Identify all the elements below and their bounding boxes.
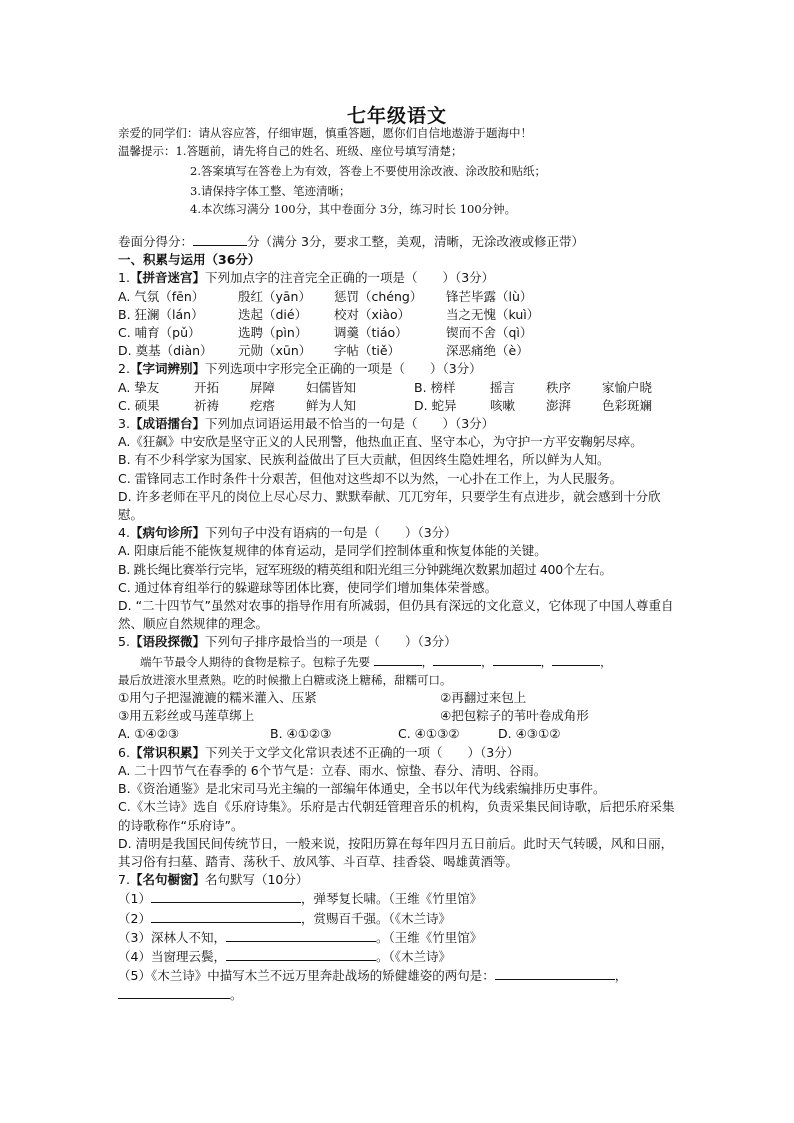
q3-stem: 3.【成语擂台】下列加点词语运用最不恰当的一句是（ ）（3分）	[118, 416, 495, 432]
q7-stem: 7.【名句橱窗】名句默写（10分）	[118, 872, 309, 888]
page-title: 七年级语文	[346, 105, 447, 127]
q7-blank-6[interactable]	[118, 985, 230, 999]
q2-row-2	[118, 397, 684, 415]
q5-stem: 5.【语段探微】下列句子排序最恰当的一项是（ ）（3分）	[118, 634, 457, 650]
q1-stem: 1.【拼音迷宫】下列加点字的注音完全正确的一项是（ ）（3分）	[118, 270, 495, 286]
q7-line-2: （2） ，赏赐百千强。（《木兰诗》	[118, 910, 451, 926]
q1-option-d[interactable]: D. 奠基（diàn） 元勋（xūn） 字帖（tiě） 深恶痛绝（è）	[118, 343, 529, 359]
q6-option-a[interactable]: A. 二十四节气在春季的 6个节气是：立春、雨水、惊蛰、春分、清明、谷雨。	[118, 762, 547, 778]
q6-option-d[interactable]: D. 清明是我国民间传统节日，一般来说，按阳历算在每年四月五日前后。此时天气转暖，风和日丽，其习俗有扫墓、踏青、荡秋千、放风筝、斗百草、挂香袋、喝雄黄酒等。	[118, 835, 674, 869]
q5-options	[118, 725, 684, 743]
q7-blank-3[interactable]	[226, 928, 376, 942]
tips-label: 温馨提示：	[118, 144, 176, 158]
q2-option-a[interactable]: A. 挚友 开拓 屏障 妇儒皆知	[118, 379, 357, 395]
q5-sentences-1: ①用勺子把湿漉漉的糯米灌入、压紧 ②再翻过来包上	[118, 690, 527, 706]
q4-stem: 4.【病句诊所】下列句子中没有语病的一句是（ ）（3分）	[118, 525, 457, 541]
q2-stem: 2.【字词辨别】下列选项中字形完全正确的一项是（ ）（3分）	[118, 361, 482, 377]
q4-option-b[interactable]: B. 跳长绳比赛举行完毕，冠军班级的精英组和阳光组三分钟跳绳次数累加超过 400个左右。	[118, 561, 612, 577]
score-blank[interactable]	[193, 232, 247, 246]
q1-option-b[interactable]: B. 狂澜（lán） 迭起（dié） 校对（xiào） 当之无愧（kuì）	[118, 306, 540, 322]
q5-excerpt-2: 最后放进滚水里煮熟。吃的时候撒上白糖或浇上糖稀，甜糯可口。	[118, 672, 452, 687]
q7-blank-5[interactable]	[495, 966, 615, 980]
q2-option-c[interactable]: C. 硕果 祈祷 疙瘩 鲜为人知	[118, 397, 357, 413]
q5-sentences-2: ③用五彩丝或马莲草绑上 ④把包粽子的苇叶卷成角形	[118, 708, 589, 724]
q3-option-d[interactable]: D. 许多老师在平凡的岗位上尽心尽力、默默奉献、兀兀穷年，只要学生有点进步，就会感到十分欣慰。	[118, 488, 661, 523]
question-content	[118, 232, 684, 1005]
q3-option-a[interactable]: A.《狂飙》中安欣是坚守正义的人民刑警，他热血正直、坚守本心，为守护一方平安鞠躬尽瘁。	[118, 434, 643, 450]
q2-row-1	[118, 379, 684, 397]
tip-3: 3.请保持字体工整、笔迹清晰；	[190, 184, 351, 198]
q1-option-c[interactable]: C. 哺育（pǔ） 选聘（pìn） 调羹（tiáo） 锲而不舍（qì）	[118, 325, 533, 341]
q3-option-b[interactable]: B. 有不少科学家为国家、民族利益做出了巨大贡献，但因终生隐姓埋名，所以鲜为人知。	[118, 452, 610, 468]
q7-blank-1[interactable]	[151, 889, 301, 903]
q6-stem: 6.【常识积累】下列关于文学文化常识表述不正确的一项（ ）（3分）	[118, 744, 520, 760]
q7-line-4: （4）当窗理云鬓， 。（《木兰诗》	[118, 948, 451, 964]
tip-1: 温馨提示：1.答题前，请先将自己的姓名、班级、座位号填写清楚；	[118, 144, 463, 158]
q7-blank-4[interactable]	[226, 947, 376, 961]
q7-line-1: （1） ，弹琴复长啸。（王维《竹里馆》	[118, 891, 483, 907]
q2-option-b[interactable]: B. 榜样 摇言 秩序 家愉户晓	[414, 379, 653, 395]
q5-excerpt-1: 端午节最令人期待的食物是粽子。包粽子先要 ， ， ， ，	[118, 652, 684, 671]
q5-blank-3[interactable]	[493, 652, 541, 666]
q7-blank-2[interactable]	[151, 909, 301, 923]
q6-option-b[interactable]: B.《资治通鉴》是北宋司马光主编的一部编年体通史，全书以年代为线索编排历史事件。	[118, 781, 606, 797]
q3-option-c[interactable]: C. 雷锋同志工作时条件十分艰苦，但他对这些却不以为然，一心扑在工作上，为人民服务。	[118, 470, 623, 486]
score-line: 卷面分得分： 分（满分 3分，要求工整，美观，清晰，无涂改液或修正带）	[118, 234, 584, 249]
tip-4: 4.本次练习满分 100分，其中卷面分 3分，练习时长 100分钟。	[190, 202, 517, 216]
q5-blank-2[interactable]	[433, 652, 481, 666]
q4-option-c[interactable]: C. 通过体育组举行的躲避球等团体比赛，使同学们增加集体荣誉感。	[118, 579, 498, 595]
q5-blank-1[interactable]	[374, 652, 422, 666]
q5-option-d[interactable]: D. ④③①②	[498, 726, 561, 742]
q7-line-3: （3）深林人不知， 。（王维《竹里馆》	[118, 929, 483, 945]
q4-option-d[interactable]: D. “二十四节气”虽然对农事的指导作用有所减弱，但仍具有深远的文化意义，它体现了中国人尊重自然、顺应自然规律的理念。	[118, 598, 674, 632]
q4-option-a[interactable]: A. 阳康后能不能恢复规律的体育运动，是同学们控制体重和恢复体能的关键。	[118, 543, 547, 559]
q7-line-5b: 。	[118, 985, 684, 1004]
q7-line-5: （5）《木兰诗》中描写木兰不远万里奔赴战场的矫健雄姿的两句是： ，	[118, 968, 628, 984]
q5-option-c[interactable]: C. ④①③②	[398, 726, 460, 742]
intro-text: 亲爱的同学们：请从容应答，仔细审题，慎重答题，愿你们自信地遨游于题海中！	[118, 126, 532, 140]
q5-blank-4[interactable]	[552, 652, 600, 666]
q5-option-a[interactable]: A. ①④②③	[118, 726, 180, 742]
tip-2: 2.答案填写在答卷上为有效，答卷上不要使用涂改液、涂改胶和贴纸；	[190, 164, 546, 178]
q2-option-d[interactable]: D. 蛇异 咳嗽 澎湃 色彩斑斓	[414, 397, 653, 413]
section-heading: 一、积累与运用（36分）	[118, 252, 261, 268]
q5-option-b[interactable]: B. ④①②③	[270, 726, 332, 742]
q6-option-c[interactable]: C.《木兰诗》选自《乐府诗集》。乐府是古代朝廷管理音乐的机构，负责采集民间诗歌，后把乐府采集的诗歌称作“乐府诗”。	[118, 799, 675, 833]
q1-option-a[interactable]: A. 气氛（fēn） 殷红（yān） 惩罚（chéng） 锋芒毕露（lù）	[118, 288, 533, 304]
